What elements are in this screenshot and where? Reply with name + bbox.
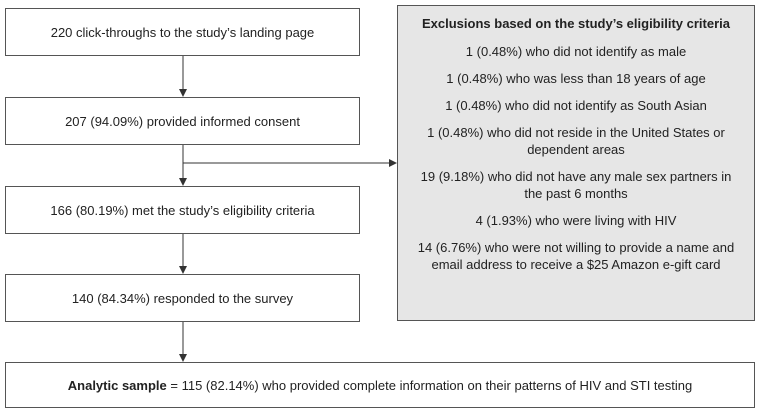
- exclusion-item: 1 (0.48%) who did not reside in the United States or dependent areas: [427, 125, 725, 157]
- exclusion-item: 1 (0.48%) who was less than 18 years of age: [446, 71, 706, 86]
- exclusions-title: Exclusions based on the study’s eligibility criteria: [422, 16, 730, 31]
- analytic-sample-detail: = 115 (82.14%) who provided complete information on their patterns of HIV and STI testing: [166, 377, 693, 393]
- exclusion-item: 14 (6.76%) who were not willing to provide a name and email address to receive a $25 Amazon e-gift card: [417, 240, 735, 272]
- step-survey-box: [5, 274, 360, 322]
- step-landing-page-text: 220 click-throughs to the study’s landing page: [50, 24, 315, 40]
- analytic-sample-text: [68, 377, 692, 394]
- step-survey-text: 140 (84.34%) responded to the survey: [71, 290, 294, 306]
- analytic-sample-label: Analytic sample: [67, 377, 167, 393]
- exclusion-item: 19 (9.18%) who did not have any male sex partners in the past 6 months: [420, 169, 732, 201]
- step-landing-page-box: [5, 8, 360, 56]
- exclusion-item: 1 (0.48%) who did not identify as male: [465, 44, 687, 59]
- step-informed-consent-text: 207 (94.09%) provided informed consent: [65, 113, 300, 129]
- exclusion-item: 1 (0.48%) who did not identify as South Asian: [445, 98, 707, 113]
- analytic-sample-box: [5, 362, 755, 408]
- step-eligibility-text: 166 (80.19%) met the study’s eligibility criteria: [50, 202, 315, 218]
- step-eligibility-box: [5, 186, 360, 234]
- exclusions-box: [397, 5, 755, 321]
- step-informed-consent-box: [5, 97, 360, 145]
- exclusion-item: 4 (1.93%) who were living with HIV: [475, 213, 677, 228]
